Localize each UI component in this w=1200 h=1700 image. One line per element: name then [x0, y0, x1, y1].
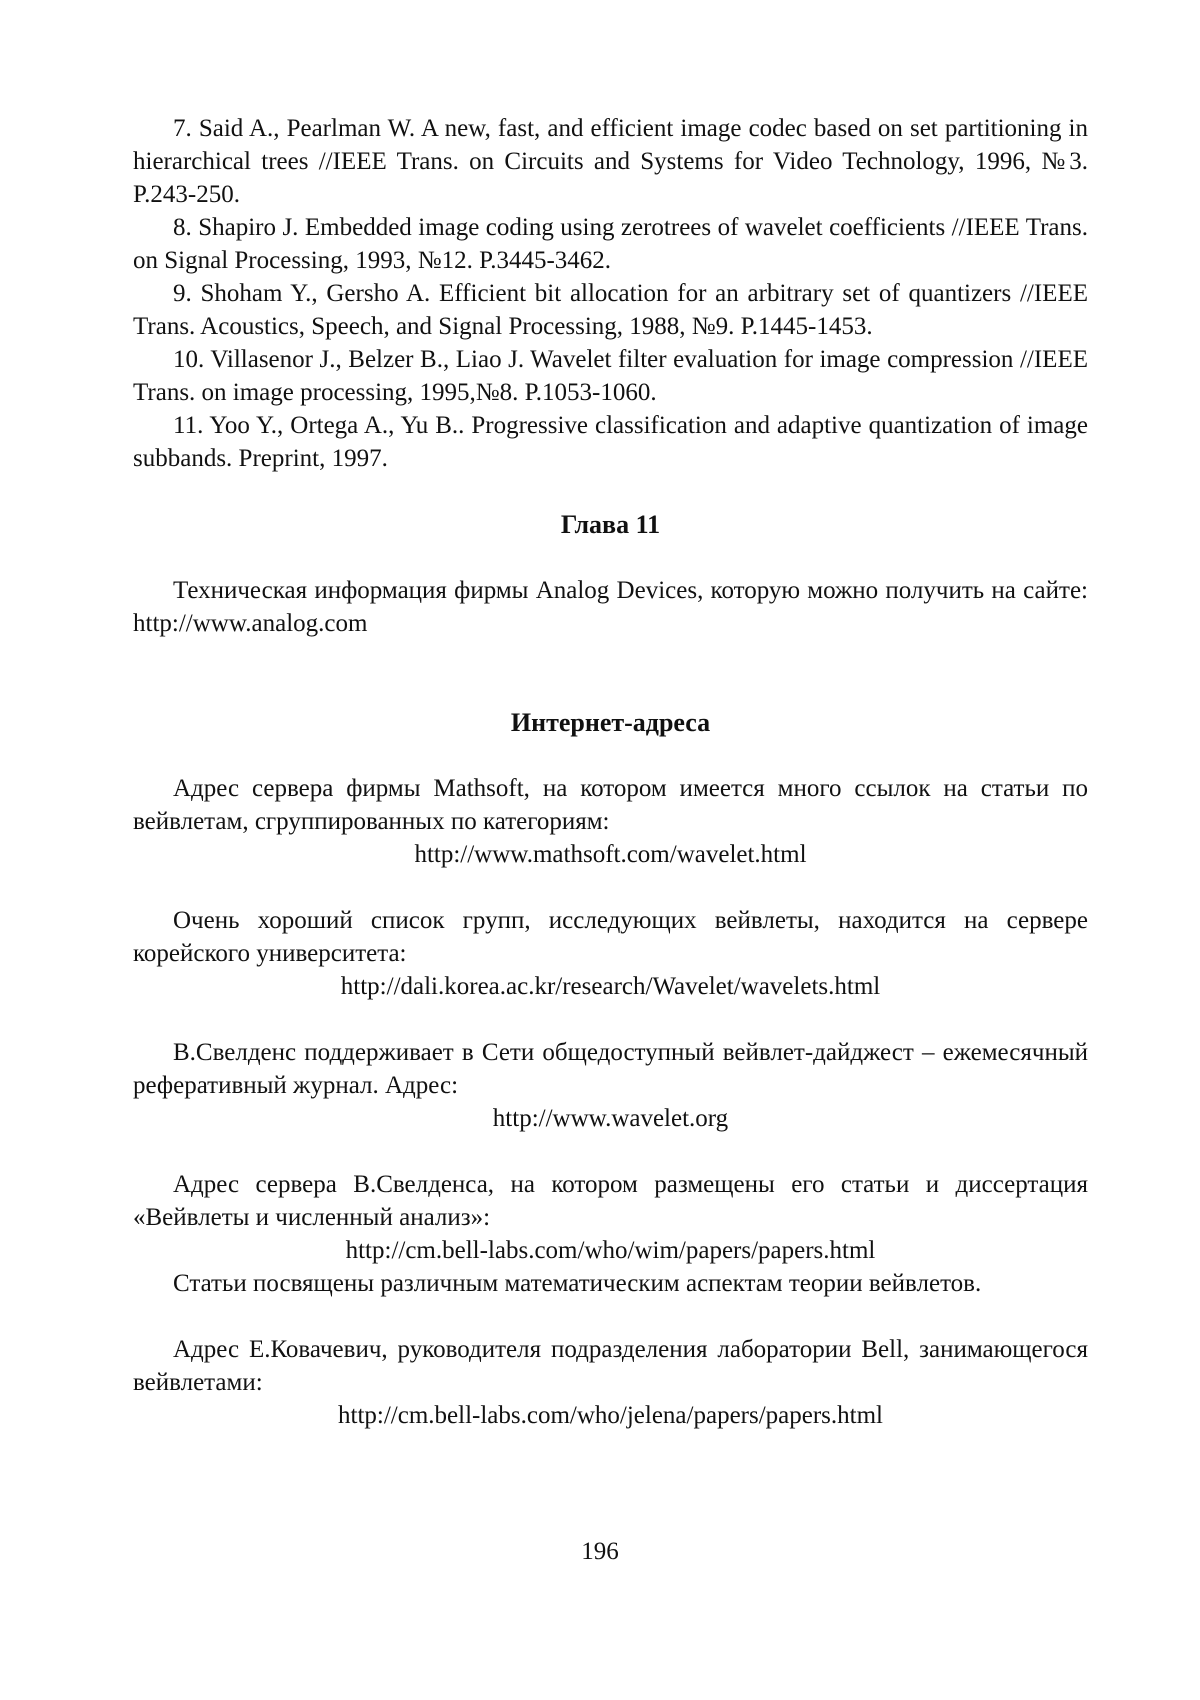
internet-entry — [133, 1333, 1088, 1432]
section-heading: Интернет-адреса — [510, 708, 711, 737]
chapter-text: Техническая информация фирмы Analog Devices, которую можно получить на сайте: http://www.analog.com — [133, 577, 1088, 637]
entry-text: Адрес Е.Ковачевич, руководителя подразделения лаборатории Bell, занимающегося вейвлетами: — [133, 1336, 1088, 1396]
entry-url[interactable]: http://dali.korea.ac.kr/research/Wavelet/wavelets.html — [340, 973, 881, 1000]
reference-item: 8. Shapiro J. Embedded image coding using zerotrees of wavelet coefficients //IEEE Trans. on Signal Processing, 1993, №12. P.3445-3462. — [133, 214, 1088, 274]
entry-text: Очень хороший список групп, исследующих вейвлеты, находится на сервере корейского университета: — [133, 907, 1088, 967]
entry-note: Статьи посвящены различным математическим аспектам теории вейвлетов. — [173, 1270, 982, 1297]
entry-url[interactable]: http://cm.bell-labs.com/who/wim/papers/papers.html — [345, 1237, 876, 1264]
internet-entry — [133, 1036, 1088, 1135]
reference-list — [133, 112, 1088, 475]
reference-item: 9. Shoham Y., Gersho A. Efficient bit allocation for an arbitrary set of quantizers //IEEE Trans. Acoustics, Speech, and Signal Processing, 1988, №9. P.1445-1453. — [133, 280, 1088, 340]
entry-url[interactable]: http://www.mathsoft.com/wavelet.html — [414, 841, 807, 868]
page-number: 196 — [581, 1538, 619, 1565]
reference-item: 11. Yoo Y., Ortega A., Yu B.. Progressive classification and adaptive quantization of image subbands. Preprint, 1997. — [133, 412, 1088, 472]
entry-text: В.Свелденс поддерживает в Сети общедоступный вейвлет-дайджест – ежемесячный реферативный журнал. Адрес: — [133, 1039, 1088, 1099]
internet-entry — [133, 904, 1088, 1003]
entry-text: Адрес сервера фирмы Mathsoft, на котором имеется много ссылок на статьи по вейвлетам, сгруппированных по категориям: — [133, 775, 1088, 835]
document-page — [133, 112, 1088, 1432]
internet-entry — [133, 1168, 1088, 1300]
internet-entry — [133, 772, 1088, 871]
entry-url[interactable]: http://www.wavelet.org — [492, 1105, 729, 1132]
reference-item: 10. Villasenor J., Belzer B., Liao J. Wavelet filter evaluation for image compression //IEEE Trans. on image processing, 1995,№8. P.1053-1060. — [133, 346, 1088, 406]
entry-url[interactable]: http://cm.bell-labs.com/who/jelena/papers/papers.html — [338, 1402, 883, 1429]
entry-text: Адрес сервера В.Свелденса, на котором размещены его статьи и диссертация «Вейвлеты и численный анализ»: — [133, 1171, 1088, 1231]
chapter-heading: Глава 11 — [560, 510, 661, 539]
reference-item: 7. Said A., Pearlman W. A new, fast, and efficient image codec based on set partitioning in hierarchical trees //IEEE Trans. on Circuits and Systems for Video Technology, 1996, №3. P.243-250. — [133, 115, 1088, 208]
